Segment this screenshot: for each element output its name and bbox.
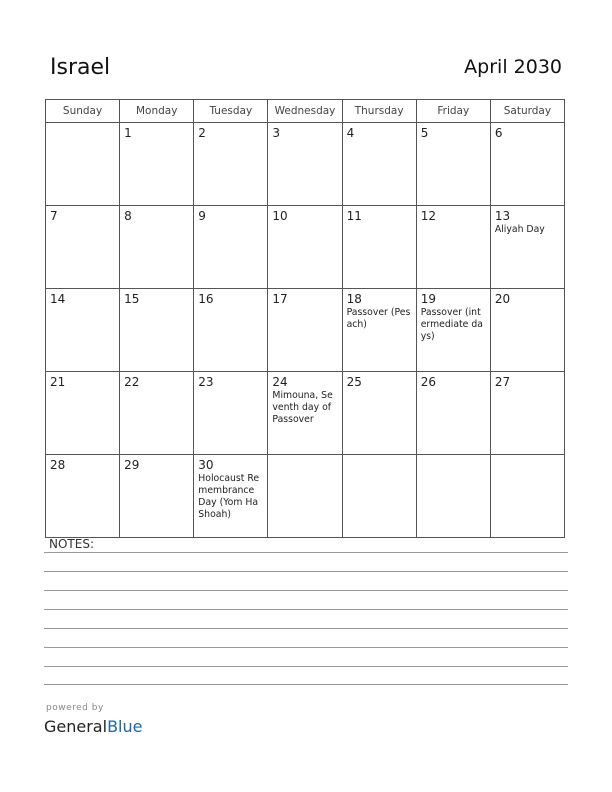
day-number: 24 — [272, 375, 288, 389]
day-number: 21 — [50, 375, 66, 389]
day-cell — [490, 206, 564, 289]
day-cell — [490, 455, 564, 538]
holiday-label: Mimouna, Seventh day of Passover — [272, 390, 333, 425]
powered-by-text: powered by — [46, 703, 104, 713]
day-number: 27 — [494, 375, 511, 389]
weekday-header: Thursday — [342, 100, 416, 123]
day-cell — [268, 206, 342, 289]
weekday-header: Friday — [416, 100, 490, 123]
day-number: 28 — [50, 458, 66, 472]
day-number: 10 — [272, 209, 288, 223]
note-line — [44, 552, 568, 553]
holiday-label: Aliyah Day — [494, 224, 545, 235]
note-line — [44, 571, 568, 572]
day-cell — [194, 455, 268, 538]
week-row — [46, 123, 565, 206]
day-cell — [46, 206, 120, 289]
day-number: 14 — [50, 292, 66, 306]
weekday-header: Wednesday — [268, 100, 342, 123]
holiday-label: Holocaust Remembrance Day (Yom HaShoah) — [198, 473, 260, 520]
day-cell — [416, 455, 490, 538]
note-line — [44, 590, 568, 591]
day-cell — [416, 372, 490, 455]
note-line — [44, 647, 568, 648]
day-number: 12 — [420, 209, 436, 223]
day-number: 1 — [124, 126, 132, 140]
day-cell — [120, 455, 194, 538]
day-cell — [120, 289, 194, 372]
day-number: 30 — [198, 458, 214, 472]
day-number: 25 — [346, 375, 362, 389]
day-cell — [46, 455, 120, 538]
brand-part-blue: Blue — [107, 717, 143, 736]
day-cell — [342, 123, 416, 206]
day-number: 18 — [346, 292, 362, 306]
week-row — [46, 289, 565, 372]
day-number: 3 — [272, 126, 281, 140]
holiday-label: Passover (intermediate days) — [420, 307, 483, 342]
weekday-header: Sunday — [46, 100, 120, 123]
day-cell — [46, 289, 120, 372]
day-cell — [120, 372, 194, 455]
day-number: 6 — [494, 126, 503, 140]
weekday-header: Saturday — [490, 100, 564, 123]
day-number: 19 — [420, 292, 436, 306]
day-cell — [490, 372, 564, 455]
day-number: 20 — [494, 292, 511, 306]
day-number: 4 — [346, 126, 355, 140]
day-cell — [194, 289, 268, 372]
note-line — [44, 628, 568, 629]
day-cell — [268, 123, 342, 206]
day-number: 7 — [50, 209, 58, 223]
week-row — [46, 372, 565, 455]
note-line — [44, 666, 568, 667]
day-cell — [194, 206, 268, 289]
note-line — [44, 684, 568, 685]
day-cell — [416, 123, 490, 206]
day-cell — [342, 289, 416, 372]
day-number: 8 — [124, 209, 132, 223]
month-title: April 2030 — [464, 56, 562, 78]
day-cell — [416, 289, 490, 372]
day-number: 9 — [198, 209, 206, 223]
week-row — [46, 206, 565, 289]
week-row — [46, 455, 565, 538]
day-number: 16 — [198, 292, 214, 306]
day-cell — [342, 206, 416, 289]
day-cell — [268, 455, 342, 538]
day-cell — [120, 123, 194, 206]
brand-part-general: General — [44, 717, 108, 736]
day-number: 5 — [420, 126, 429, 140]
day-cell — [268, 289, 342, 372]
day-cell — [490, 289, 564, 372]
calendar-grid — [45, 99, 565, 538]
day-number: 26 — [420, 375, 436, 389]
day-cell — [194, 372, 268, 455]
day-number: 23 — [198, 375, 214, 389]
day-number: 2 — [198, 126, 206, 140]
day-number: 17 — [272, 292, 288, 306]
day-cell — [46, 372, 120, 455]
day-cell — [194, 123, 268, 206]
weekday-header: Tuesday — [194, 100, 268, 123]
day-number: 11 — [346, 209, 362, 223]
day-number: 22 — [124, 375, 140, 389]
day-cell — [268, 372, 342, 455]
note-line — [44, 609, 568, 610]
generalblue-logo — [44, 717, 142, 736]
notes-label: NOTES: — [49, 537, 94, 551]
day-number: 29 — [124, 458, 140, 472]
day-cell — [416, 206, 490, 289]
weekday-header-row — [46, 100, 565, 123]
day-cell — [46, 123, 120, 206]
holiday-label: Passover (Pesach) — [346, 307, 411, 330]
day-cell — [342, 455, 416, 538]
weekday-header: Monday — [120, 100, 194, 123]
day-cell — [490, 123, 564, 206]
day-number: 15 — [124, 292, 140, 306]
day-cell — [120, 206, 194, 289]
day-cell — [342, 372, 416, 455]
day-number: 13 — [494, 209, 511, 223]
country-title: Israel — [50, 55, 111, 80]
